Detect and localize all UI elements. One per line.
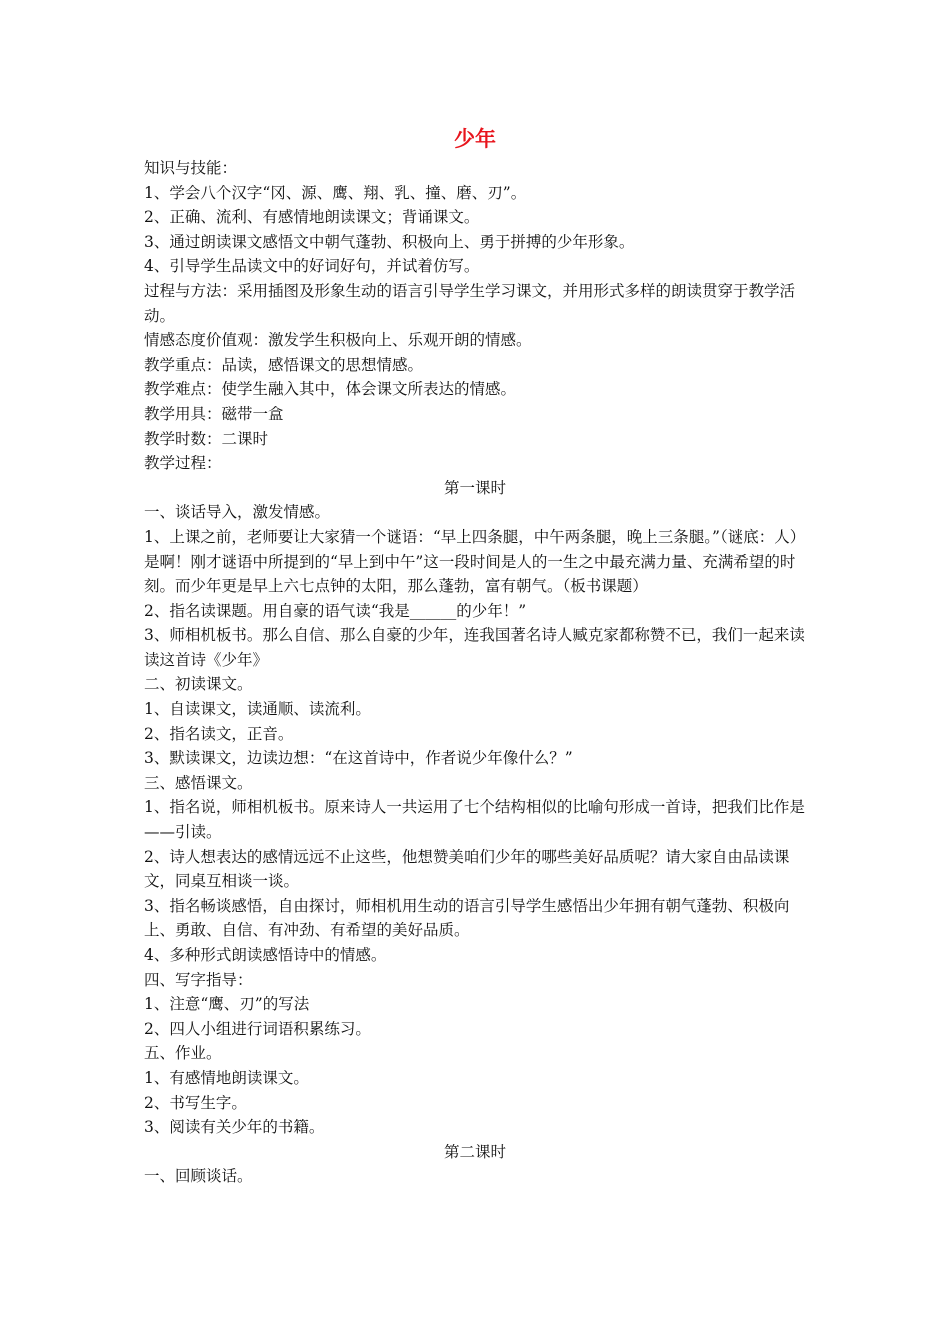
paragraph-line: 2、四人小组进行词语积累练习。 (144, 1019, 371, 1038)
paragraph-line: 1、有感情地朗读课文。 (144, 1068, 309, 1087)
paragraph-line: 情感态度价值观：激发学生积极向上、乐观开朗的情感。 (144, 331, 532, 350)
paragraph-line: 教学重点：品读，感悟课文的思想情感。 (144, 355, 424, 374)
paragraph-line: 3、默读课文，边读边想：“在这首诗中，作者说少年像什么？” (144, 749, 573, 768)
paragraph-line: 二、初读课文。 (144, 675, 253, 694)
paragraph-line: 知识与技能： (144, 159, 238, 177)
paragraph-line: 四、写字指导： (144, 970, 253, 989)
paragraph-line: 1、上课之前，老师要让大家猜一个谜语：“早上四条腿，中午两条腿，晚上三条腿。”（谜底：人）是啊！刚才谜语中所提到的“早上到中午”这一段时间是人的一生之中最充满力量、充满希望的时刻。而少年更是早上六七点钟的太阳，那么蓬勃，富有朝气。（板书课题） (144, 527, 806, 596)
paragraph-line: 教学用具：磁带一盒 (144, 404, 284, 423)
paragraph-line: 2、指名读课题。用自豪的语气读“我是______的少年！” (144, 601, 527, 620)
paragraph-line: 过程与方法：采用插图及形象生动的语言引导学生学习课文，并用形式多样的朗读贯穿于教学活动。 (144, 281, 796, 325)
paragraph-line: 1、学会八个汉字“冈、源、鹰、翔、乳、撞、磨、刃”。 (144, 183, 527, 202)
paragraph-line: 3、通过朗读课文感悟文中朝气蓬勃、积极向上、勇于拼搏的少年形象。 (144, 232, 635, 251)
paragraph-line: 2、指名读文，正音。 (144, 724, 294, 743)
paragraph-line: 教学过程： (144, 454, 222, 473)
paragraph-line: 2、诗人想表达的感情远远不止这些，他想赞美咱们少年的哪些美好品质呢？请大家自由品读课文，同桌互相谈一谈。 (144, 847, 790, 891)
paragraph-line: 五、作业。 (144, 1044, 222, 1063)
paragraph-line: 2、书写生字。 (144, 1093, 247, 1112)
section-heading: 第一课时 (443, 478, 506, 497)
paragraph-line: 教学时数：二课时 (144, 429, 269, 448)
paragraph-line: 1、指名说，师相机板书。原来诗人一共运用了七个结构相似的比喻句形成一首诗，把我们比作是——引读。 (144, 798, 805, 842)
section-heading: 第二课时 (443, 1142, 506, 1161)
paragraph-line: 1、注意“鹰、刃”的写法 (144, 995, 310, 1014)
paragraph-line: 3、师相机板书。那么自信、那么自豪的少年，连我国著名诗人臧克家都称赞不已，我们一起来读读这首诗《少年》 (144, 626, 805, 669)
paragraph-line: 一、谈话导入，激发情感。 (144, 503, 331, 522)
paragraph-line: 3、指名畅谈感悟，自由探讨，师相机用生动的语言引导学生感悟出少年拥有朝气蓬勃、积极向上、勇敢、自信、有冲劲、有希望的美好品质。 (144, 896, 790, 940)
paragraph-line: 2、正确、流利、有感情地朗读课文；背诵课文。 (144, 208, 480, 227)
paragraph-line: 4、引导学生品读文中的好词好句，并试着仿写。 (144, 257, 480, 276)
paragraph-line: 一、回顾谈话。 (144, 1167, 253, 1186)
paragraph-line: 4、多种形式朗读感悟诗中的情感。 (144, 946, 387, 964)
paragraph-line: 教学难点：使学生融入其中，体会课文所表达的情感。 (144, 380, 517, 399)
paragraph-line: 三、感悟课文。 (144, 773, 253, 792)
document-page (144, 120, 806, 1189)
paragraph-line: 1、自读课文，读通顺、读流利。 (144, 700, 371, 719)
document-body (144, 156, 806, 1189)
document-title: 少年 (454, 127, 496, 151)
paragraph-line: 3、阅读有关少年的书籍。 (144, 1118, 325, 1137)
